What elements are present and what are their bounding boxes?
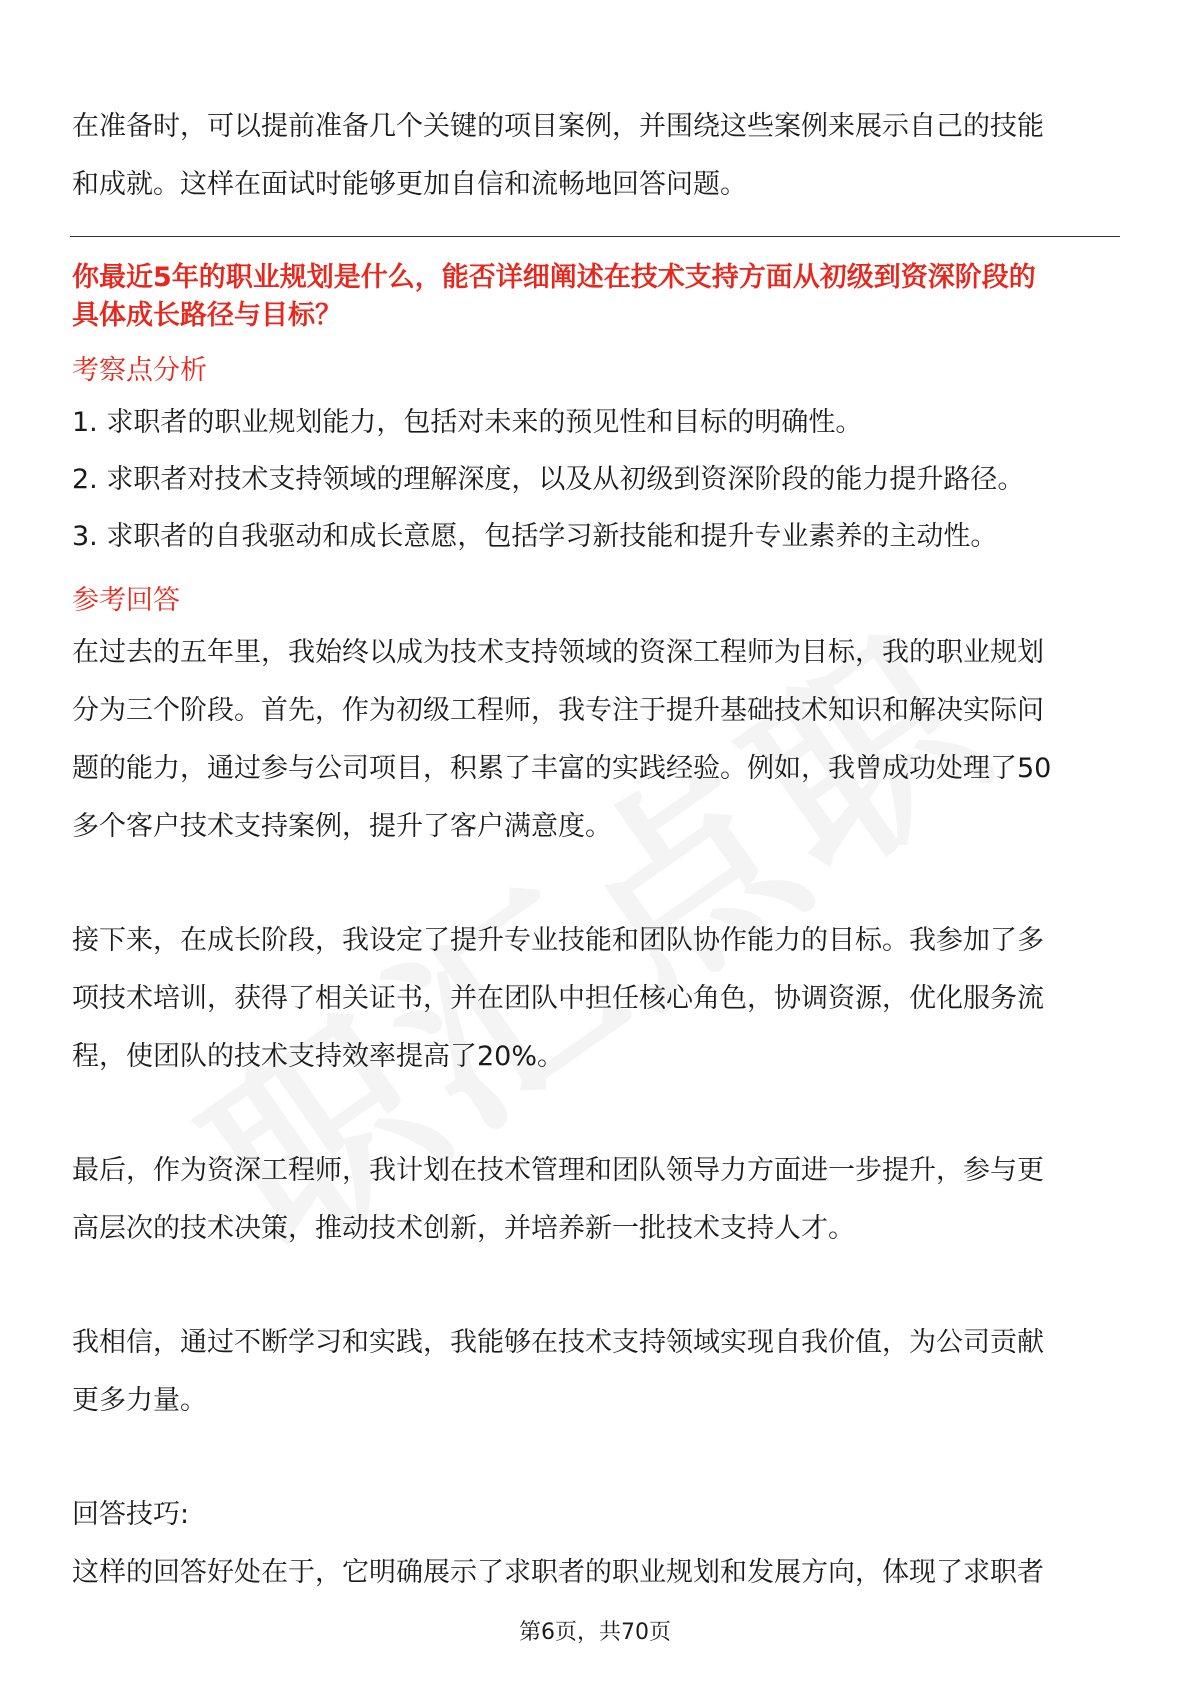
answer-paragraph-2: [72, 912, 1118, 1086]
answer-line: 分为三个阶段。首先，作为初级工程师，我专注于提升基础技术知识和解决实际问: [72, 695, 1044, 726]
list-item: 2. 求职者对技术支持领域的理解深度，以及从初级到资深阶段的能力提升路径。: [72, 464, 1025, 495]
answer-line: 最后，作为资深工程师，我计划在技术管理和团队领导力方面进一步提升，参与更: [72, 1155, 1044, 1186]
section-divider: [70, 236, 1120, 237]
question-line: 具体成长路径与目标？: [72, 300, 342, 331]
paragraph-gap: [72, 1258, 1118, 1314]
intro-paragraph: [72, 0, 1118, 214]
list-item: 3. 求职者的自我驱动和成长意愿，包括学习新技能和提升专业素养的主动性。: [72, 521, 998, 552]
list-item: 1. 求职者的职业规划能力，包括对未来的预见性和目标的明确性。: [72, 407, 863, 438]
answer-line: 题的能力，通过参与公司项目，积累了丰富的实践经验。例如，我曾成功处理了50: [72, 753, 1052, 784]
answer-line: 高层次的技术决策，推动技术创新，并培养新一批技术支持人才。: [72, 1213, 855, 1244]
answer-line: 在过去的五年里，我始终以成为技术支持领域的资深工程师为目标，我的职业规划: [72, 637, 1044, 668]
intro-line: 和成就。这样在面试时能够更加自信和流畅地回答问题。: [72, 169, 747, 200]
answer-line: 接下来，在成长阶段，我设定了提升专业技能和团队协作能力的目标。我参加了多: [72, 925, 1044, 956]
answer-line: 我相信，通过不断学习和实践，我能够在技术支持领域实现自我价值，为公司贡献: [72, 1327, 1044, 1358]
tips-label: 回答技巧:: [72, 1499, 190, 1530]
question-block: [72, 259, 1118, 335]
question-line: 你最近5年的职业规划是什么，能否详细阐述在技术支持方面从初级到资深阶段的: [72, 262, 1036, 293]
answer-paragraph-1: [72, 624, 1118, 856]
analysis-list: [72, 394, 1118, 565]
answer-paragraph-3: [72, 1142, 1118, 1258]
answer-line: 更多力量。: [72, 1385, 207, 1416]
paragraph-gap: [72, 856, 1118, 912]
answer-line: 程，使团队的技术支持效率提高了20%。: [72, 1041, 565, 1072]
paragraph-gap: [72, 1430, 1118, 1486]
answer-line: 多个客户技术支持案例，提升了客户满意度。: [72, 811, 612, 842]
answer-paragraph-4: [72, 1314, 1118, 1430]
paragraph-gap: [72, 1086, 1118, 1142]
tips-line: 这样的回答好处在于，它明确展示了求职者的职业规划和发展方向，体现了求职者: [72, 1557, 1044, 1588]
page-number: 第6页，共70页: [519, 1620, 671, 1645]
answer-heading: 参考回答: [72, 585, 180, 616]
page-content: [72, 0, 1118, 1602]
intro-line: 在准备时，可以提前准备几个关键的项目案例，并围绕这些案例来展示自己的技能: [72, 111, 1044, 142]
answer-line: 项技术培训，获得了相关证书，并在团队中担任核心角色，协调资源，优化服务流: [72, 983, 1044, 1014]
analysis-heading: 考察点分析: [72, 355, 207, 386]
